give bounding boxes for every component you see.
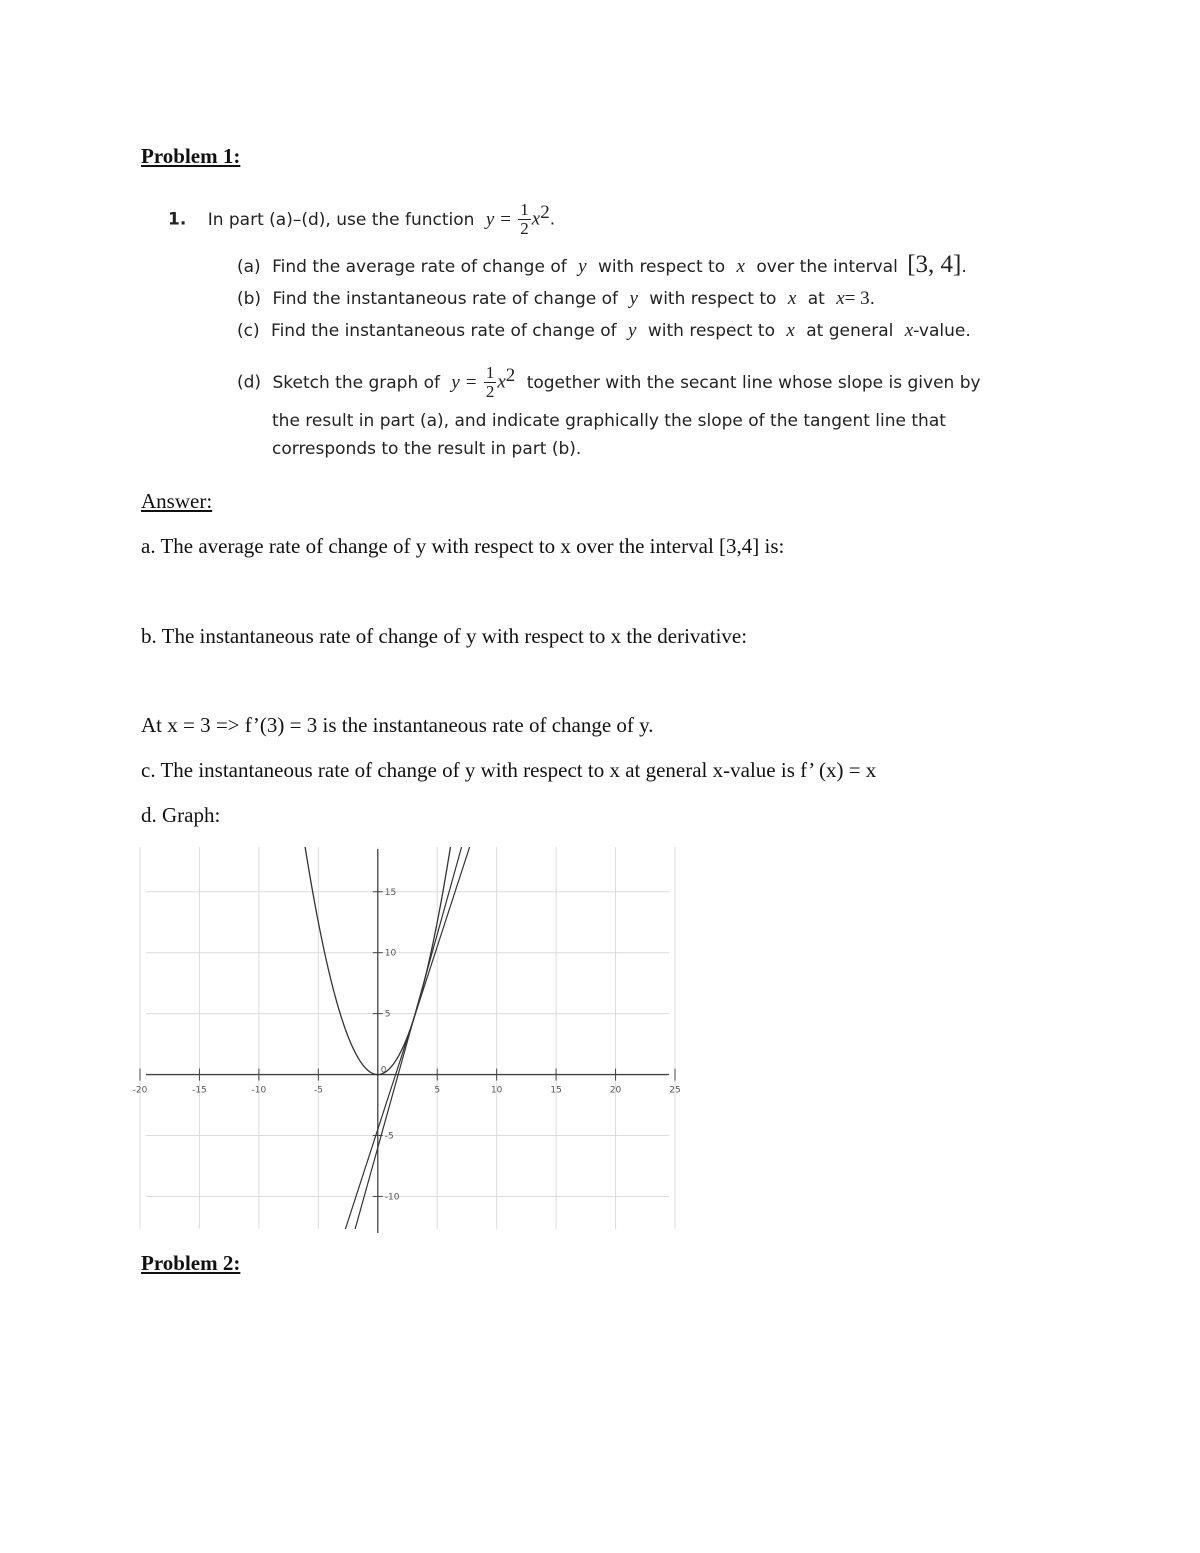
x-tick-label: 5 <box>434 1085 441 1096</box>
answer-b: b. The instantaneous rate of change of y with respect to x the derivative: <box>141 624 748 648</box>
function-variable: x <box>531 208 541 230</box>
part-c-text-1: Find the instantaneous rate of change of <box>271 321 617 341</box>
part-a-text-2: with respect to <box>597 257 726 277</box>
part-d-line-2: the result in part (a), and indicate graphically the slope of the tangent line that <box>272 411 946 431</box>
intro-text: In part (a)–(d), use the function <box>207 209 475 230</box>
part-b <box>237 288 875 310</box>
part-b-text-2: with respect to <box>649 289 777 309</box>
origin-label: 0 <box>380 1065 387 1076</box>
problem2-heading: Problem 2: <box>141 1251 241 1275</box>
part-c-var-y: y <box>628 320 637 341</box>
intro-period: . <box>549 209 556 230</box>
part-a-text-3: over the interval <box>756 257 898 277</box>
part-a <box>237 251 967 279</box>
part-d-function-lhs: y = <box>451 371 478 393</box>
function-fraction <box>518 201 531 238</box>
part-d-line-3: corresponds to the result in part (b). <box>272 439 582 459</box>
y-tick-label: -10 <box>384 1192 400 1203</box>
x-tick-label: 10 <box>490 1085 503 1096</box>
part-a-var-x: x <box>736 256 745 277</box>
function-exponent: 2 <box>540 201 550 223</box>
part-c-text-4: -value. <box>913 321 971 341</box>
x-tick-label: -5 <box>313 1085 323 1096</box>
part-d-text-1: Sketch the graph of <box>272 372 441 393</box>
x-tick-label: 20 <box>609 1085 622 1096</box>
part-a-var-y: y <box>578 256 587 277</box>
part-b-var-x2: x <box>836 288 845 309</box>
part-d-label: (d) <box>237 372 262 393</box>
part-b-label: (b) <box>237 289 262 309</box>
answer-b-detail: At x = 3 => f’(3) = 3 is the instantaneous rate of change of y. <box>141 713 654 737</box>
function-lhs: y = <box>485 208 512 230</box>
fraction-denominator: 2 <box>520 219 529 238</box>
part-d-text-2: together with the secant line whose slope is given by <box>526 372 981 393</box>
part-b-end: . <box>869 289 875 309</box>
answer-a: a. The average rate of change of y with respect to x over the interval [3,4] is: <box>141 534 785 558</box>
part-b-text-1: Find the instantaneous rate of change of <box>272 289 619 309</box>
part-d-function-exponent: 2 <box>505 364 516 386</box>
y-tick-label: -5 <box>384 1131 394 1142</box>
part-b-text-3: at <box>807 289 825 309</box>
part-c-text-3: at general <box>806 321 894 341</box>
part-a-end: . <box>961 257 967 277</box>
secant-line <box>347 819 469 1258</box>
part-d-fraction-denominator: 2 <box>485 382 495 401</box>
part-d-function-variable: x <box>497 371 506 393</box>
y-tick-label: 10 <box>384 948 397 959</box>
problem-number: 1. <box>168 209 187 230</box>
part-c <box>237 320 971 342</box>
x-tick-label: -15 <box>192 1085 207 1096</box>
problem1-heading: Problem 1: <box>141 144 241 168</box>
x-tick-label: -20 <box>132 1085 148 1096</box>
y-tick-label: 15 <box>384 887 397 898</box>
function-graph <box>132 843 681 1233</box>
part-b-var-y: y <box>629 288 638 309</box>
x-tick-label: 25 <box>669 1085 681 1096</box>
y-tick-label: 5 <box>384 1009 391 1020</box>
part-b-equals: = 3 <box>844 288 870 309</box>
answer-c: c. The instantaneous rate of change of y with respect to x at general x-value is f’ (x) = x <box>141 758 877 782</box>
x-tick-label: 15 <box>550 1085 562 1096</box>
part-a-label: (a) <box>237 257 261 277</box>
x-tick-label: -10 <box>251 1085 267 1096</box>
part-c-label: (c) <box>237 321 260 341</box>
fraction-numerator: 1 <box>520 200 529 219</box>
part-a-interval: [3, 4] <box>907 251 962 278</box>
answer-d: d. Graph: <box>141 803 221 827</box>
part-d-fraction-numerator: 1 <box>485 363 495 382</box>
part-d <box>237 364 981 401</box>
part-c-text-2: with respect to <box>647 321 775 341</box>
tangent-line <box>336 819 479 1258</box>
part-a-text-1: Find the average rate of change of <box>272 257 567 277</box>
part-c-var-x: x <box>786 320 795 341</box>
part-d-fraction <box>484 364 497 401</box>
part-c-var-x2: x <box>904 320 914 341</box>
part-b-var-x: x <box>787 288 797 309</box>
problem-intro <box>168 201 555 238</box>
graph-svg <box>132 843 681 1233</box>
answer-label: Answer: <box>141 489 213 513</box>
